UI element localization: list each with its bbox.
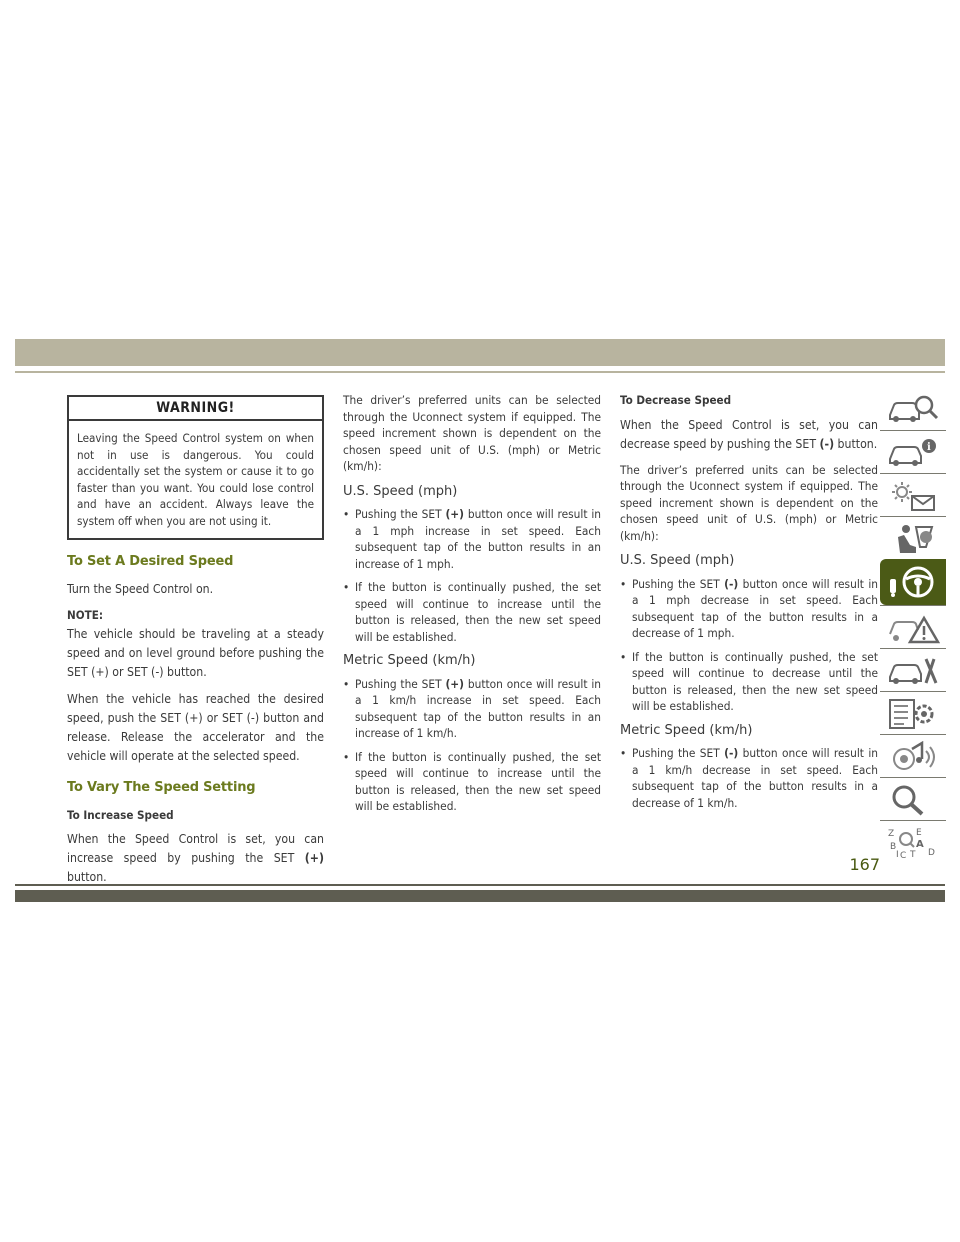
note-text: The vehicle should be traveling at a steady speed and on level ground before pushing the SET (+) or SET (-) button. (67, 627, 324, 679)
bullet-symbol: (+) (445, 676, 465, 691)
warning-box (67, 395, 324, 540)
column-3 (620, 392, 878, 818)
tab-vehicle-info[interactable] (880, 430, 946, 473)
index-letter: Z (888, 829, 895, 839)
bullet-dot: • (620, 649, 627, 664)
tab-servicing[interactable] (880, 648, 946, 691)
bullet-symbol: (+) (445, 507, 465, 521)
list-item (620, 745, 878, 811)
paragraph-units: The driver’s preferred units can be selected through the Uconnect system if equipped. The speed increment shown is dependent on the chosen speed unit of U.S. (mph) or Metric (km/h): (343, 393, 601, 473)
list-item (343, 676, 601, 742)
bullet-text-a: Pushing the SET (355, 676, 446, 691)
decrease-symbol: (-) (819, 436, 835, 451)
heading-metric-speed: Metric Speed (km/h) (620, 722, 753, 738)
index-letter: T (910, 850, 916, 859)
svg-text:i: i (927, 442, 931, 453)
index-letter: C (900, 851, 907, 859)
heading-metric-speed: Metric Speed (km/h) (343, 653, 476, 668)
index-letters-icon (886, 827, 940, 859)
bullet-dot: • (343, 580, 350, 594)
heading-vary-speed: To Vary The Speed Setting (67, 780, 256, 795)
footer-rule (15, 884, 945, 886)
bullet-dot: • (620, 576, 627, 591)
tab-airbag-seat[interactable] (880, 516, 946, 559)
list-item (343, 579, 601, 645)
list-item (343, 506, 601, 572)
vehicle-info-icon (886, 437, 940, 469)
steering-wheel-icon (886, 565, 940, 599)
bullet-dot: • (620, 746, 627, 760)
vehicle-search-icon (886, 393, 940, 425)
heading-us-speed: U.S. Speed (mph) (620, 553, 735, 568)
bullet-text-b: button once will result in a 1 mph increase in set speed. Each subsequent tap of the button results in an increase of 1 mph. (355, 507, 601, 571)
bullet-dot: • (343, 676, 350, 691)
bullet-text-b: button once will result in a 1 km/h decrease in set speed. Each subsequent tap of the button results in a decrease of 1 km/h. (632, 746, 878, 810)
increase-speed-label: To Increase Speed (67, 807, 174, 822)
warning-triangle-icon (886, 612, 940, 644)
bullet-text-a: Pushing the SET (632, 746, 725, 760)
vehicle-service-icon (886, 655, 940, 687)
search-magnifier-icon (886, 784, 940, 816)
increase-text-b: button. (67, 870, 107, 884)
decrease-text-b: button. (834, 436, 878, 451)
tab-lights-messages[interactable] (880, 473, 946, 516)
decrease-speed-label: To Decrease Speed (620, 393, 732, 407)
multimedia-icon (886, 741, 940, 773)
increase-text-a: When the Speed Control is set, you can increase speed by pushing the SET (67, 832, 324, 865)
bullet-symbol: (-) (724, 746, 739, 760)
header-band (15, 339, 945, 366)
bullet-text: If the button is continually pushed, the set speed will continue to increase until the button is released, then the new set speed will be established. (355, 580, 601, 644)
index-letter: E (916, 828, 922, 838)
increase-symbol: (+) (304, 851, 324, 865)
paragraph-turn-on: Turn the Speed Control on. (67, 581, 214, 596)
paragraph-reached-speed: When the vehicle has reached the desired speed, push the SET (+) or SET (-) button and release. Release the accelerator and the vehicle will operate at the selected speed. (67, 692, 324, 763)
bullet-dot: • (343, 507, 350, 521)
bullet-text: If the button is continually pushed, the set speed will continue to decrease until the button is released, then the new set speed will be established. (632, 649, 878, 713)
chapter-tabs (880, 387, 946, 863)
tab-multimedia[interactable] (880, 734, 946, 777)
bullet-symbol: (-) (724, 576, 739, 591)
tab-customer-assistance[interactable] (880, 777, 946, 820)
tab-specifications[interactable] (880, 691, 946, 734)
bullet-dot: • (343, 749, 350, 764)
index-letter: I (896, 850, 899, 859)
header-rule (15, 371, 945, 373)
index-letter: B (890, 842, 897, 852)
footer-band (15, 890, 945, 902)
heading-us-speed: U.S. Speed (mph) (343, 483, 458, 499)
bullet-text-b: button once will result in a 1 km/h increase in set speed. Each subsequent tap of the button results in an increase of 1 km/h. (355, 676, 601, 740)
tab-index[interactable] (880, 820, 946, 863)
list-item (343, 749, 601, 815)
paragraph-units: The driver’s preferred units can be selected through the Uconnect system if equipped. The speed increment shown is dependent on the chosen speed unit of U.S. (mph) or Metric (km/h): (620, 462, 878, 543)
specifications-gear-icon (886, 698, 940, 730)
bullet-text-a: Pushing the SET (632, 576, 725, 591)
note-label: NOTE: (67, 608, 104, 622)
bullet-text-a: Pushing the SET (355, 507, 446, 521)
warning-title: WARNING! (69, 397, 322, 421)
index-letter: A (916, 839, 924, 850)
tab-emergency[interactable] (880, 605, 946, 648)
bullet-text: If the button is continually pushed, the set speed will continue to increase until the button is released, then the new set speed will be established. (355, 749, 601, 813)
list-item (620, 649, 878, 715)
heading-set-speed: To Set A Desired Speed (67, 554, 234, 569)
index-letter: D (928, 848, 935, 858)
paragraph-decrease-speed (620, 416, 878, 454)
column-2 (343, 392, 601, 822)
tab-starting-operating[interactable] (880, 559, 946, 605)
bullet-text-b: button once will result in a 1 mph decrease in set speed. Each subsequent tap of the button results in a decrease of 1 mph. (632, 576, 878, 640)
airbag-seat-icon (886, 523, 940, 555)
decrease-text-a: When the Speed Control is set, you can decrease speed by pushing the SET (620, 417, 878, 451)
list-item (620, 576, 878, 642)
lights-message-icon (886, 480, 940, 512)
column-1 (67, 392, 324, 895)
warning-text: Leaving the Speed Control system on when not in use is dangerous. You could accidentally set the system or cause it to go faster than you want. You could lose control and have an accident. Always leave the system off when you are not using it. (77, 431, 314, 528)
tab-vehicle-search[interactable] (880, 387, 946, 430)
paragraph-increase-speed (67, 830, 324, 887)
page-number: 167 (849, 855, 880, 874)
